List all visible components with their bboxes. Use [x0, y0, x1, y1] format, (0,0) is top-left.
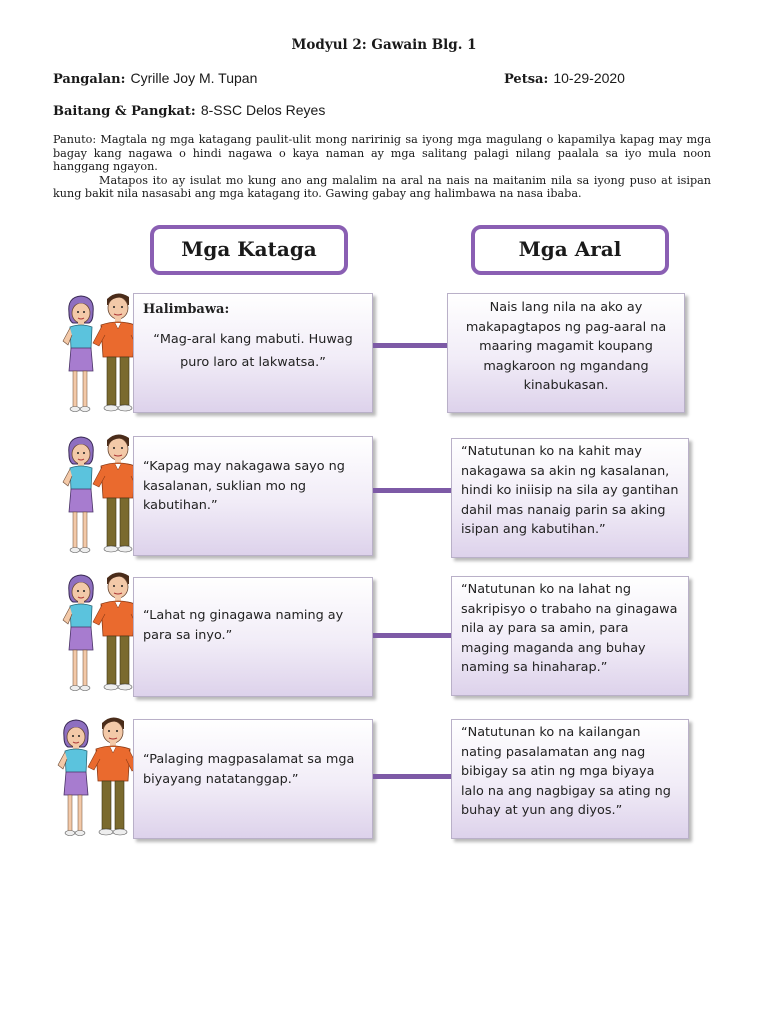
saying-text: “Palaging magpasalamat sa mga biyayang natatanggap.” — [143, 752, 355, 787]
connector-line — [373, 774, 451, 779]
header-mga-kataga: Mga Kataga — [150, 225, 348, 275]
saying-card-2 — [133, 436, 373, 556]
date-value: 10-29-2020 — [553, 70, 625, 86]
saying-card-1 — [133, 293, 373, 413]
lesson-text: “Natutunan ko na kailangan nating pasalamatan ang nag bibigay sa atin ng mga biyaya lalo na ang nagbigay sa ating ng buhay at yun ang diyos.” — [461, 725, 671, 818]
saying-card-4 — [133, 719, 373, 839]
lesson-text: “Natutunan ko na kahit may nakagawa sa akin ng kasalanan, hindi ko iniisip na sila ay gantihan dahil mas nanaig parin sa aking isipan ang kabutihan.” — [461, 444, 679, 537]
grade-label: Baitang & Pangkat: — [53, 104, 196, 119]
connector-line — [373, 343, 447, 348]
parents-illustration — [50, 715, 145, 845]
date-label: Petsa: — [504, 72, 549, 87]
saying-card-3 — [133, 577, 373, 697]
instructions-paragraph-1: Panuto: Magtala ng mga katagang paulit-ulit mong naririnig sa iyong mga magulang o kapamilya kapag may mga bagay kang nagawa o hindi nagawa o kaya naman ay mga salitang palagi nilang paalala sa iyo mula noon hanggang ngayon. — [53, 133, 711, 174]
document-title: Modyul 2: Gawain Blg. 1 — [291, 37, 477, 53]
name-label: Pangalan: — [53, 72, 126, 87]
connector-line — [373, 488, 451, 493]
name-row — [53, 68, 257, 87]
lesson-card-4 — [451, 719, 689, 839]
lesson-card-1 — [447, 293, 685, 413]
lesson-card-3 — [451, 576, 689, 696]
header-mga-aral: Mga Aral — [471, 225, 669, 275]
lesson-card-2 — [451, 438, 689, 558]
name-value: Cyrille Joy M. Tupan — [130, 70, 258, 86]
example-label: Halimbawa: — [143, 302, 230, 317]
lesson-text: Nais lang nila na ako ay makapagtapos ng pag-aaral na maaring magamit koupang magkaroon ng mgandang kinabukasan. — [465, 300, 667, 393]
connector-line — [373, 633, 451, 638]
saying-text: “Lahat ng ginagawa naming ay para sa inyo.” — [143, 608, 344, 643]
saying-text: “Mag-aral kang mabuti. Huwag puro laro at lakwatsa.” — [153, 331, 353, 370]
instructions — [53, 133, 711, 201]
grade-row — [53, 100, 325, 119]
lesson-text: “Natutunan ko na lahat ng sakripisyo o trabaho na ginagawa nila ay para sa amin, para maging maganda ang buhay naming sa hinaharap.” — [461, 582, 678, 675]
saying-text: “Kapag may nakagawa sayo ng kasalanan, suklian mo ng kabutihan.” — [143, 459, 345, 513]
date-row — [504, 68, 625, 87]
grade-value: 8-SSC Delos Reyes — [200, 102, 326, 118]
instructions-paragraph-2: Matapos ito ay isulat mo kung ano ang malalim na aral na nais na maitanim nila sa iyong puso at isipan kung bakit nila nasasabi ang mga katagang ito. Gawing gabay ang halimbawa na nasa ibaba. — [53, 173, 711, 201]
